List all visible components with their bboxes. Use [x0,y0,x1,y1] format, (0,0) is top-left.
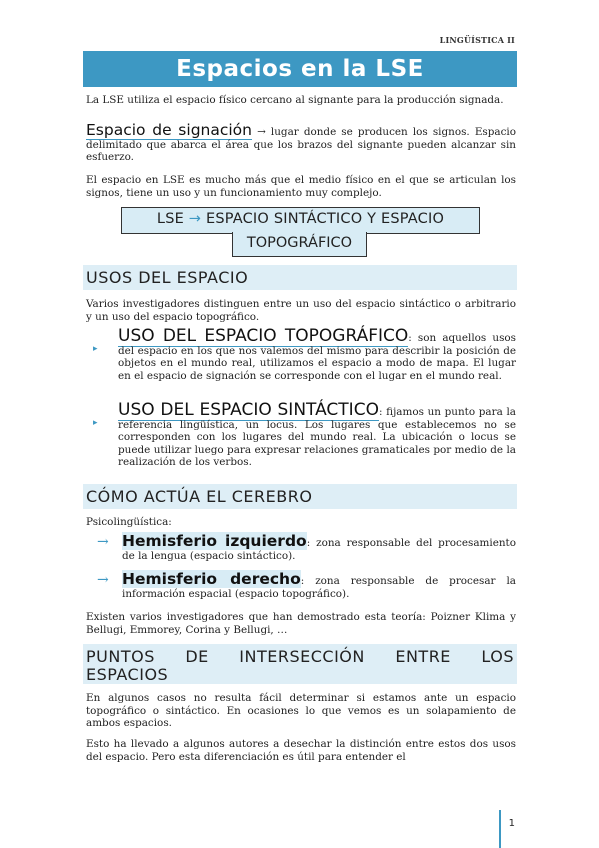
psicolinguistica-label: Psicolingüística: [86,516,172,528]
section-title: USOS DEL ESPACIO [86,268,249,287]
intro-paragraph: La LSE utiliza el espacio físico cercano al signante para la producción signada. [86,94,504,106]
espacio-signacion-def: lugar donde se producen los signos. [270,126,470,138]
lse-label: LSE [156,211,184,227]
usos-intro: Varios investigadores distinguen entre un uso del espacio sintáctico o arbitrario y un uso del espacio topográfico. [86,298,516,323]
uso-topografico-text: son aquellos usos del espacio en los que nos valemos del mismo para describir la posición de objetos en el mundo real, utilizamos el espacio a modo de mapa. El lugar en el espacio de signación se corresponde con el lugar en el mundo real. [118,332,516,382]
uso-topografico-item: USO DEL ESPACIO TOPOGRÁFICO: son aquellos usos del espacio en los que nos valemos del mismo para describir la posición de objetos en el mundo real, utilizamos el espacio a modo de mapa. El lugar en el espacio de signación se corresponde con el lugar en el mundo real. [118,326,516,382]
uso-sintactico-item: USO DEL ESPACIO SINTÁCTICO: fijamos un punto para la referencia lingüística, un locus. Los lugares que establecemos no se corresponden con los lugares del mundo real. La ubicación o locus se puede utilizar luego para expresar relaciones gramaticales por medio de la realización de los verbos. [118,400,516,468]
uso-sintactico-term: USO DEL ESPACIO SINTÁCTICO [118,400,379,420]
espacio-signacion-paragraph [86,121,516,164]
investigadores-paragraph: Existen varios investigadores que han demostrado esta teoría: Poizner Klima y Bellugi, Emmorey, Corina y Bellugi, … [86,611,516,636]
hemisferio-derecho-term: Hemisferio derecho [122,570,301,588]
puntos-paragraph-2: Esto ha llevado a algunos autores a desechar la distinción entre estos dos usos del espacio. Pero esta diferenciación es útil para entender el [86,738,516,763]
bullet-icon: ▸ [93,418,98,428]
lse-heading-text: ESPACIO SINTÁCTICO Y ESPACIO [205,211,445,227]
section-title-line2: ESPACIOS [86,665,169,684]
puntos-paragraph-1: En algunos casos no resulta fácil determinar si estamos ante un espacio topográfico o sintáctico. En ocasiones lo que vemos es un solapamiento de ambos espacios. [86,692,516,729]
espacio-signacion-def-rest: Espacio delimitado que abarca el área que los brazos del signante pueden alcanzar sin esfuerzo. [86,126,516,163]
lse-heading-line2: TOPOGRÁFICO [232,232,367,257]
section-puntos-interseccion [83,644,517,684]
hemisferio-derecho-item: Hemisferio derecho: zona responsable de procesar la información espacial (espacio topográfico). [122,570,516,600]
bullet-icon: ▸ [93,344,98,354]
section-title-line1: PUNTOS DE INTERSECCIÓN ENTRE LOS [86,647,514,666]
uso-topografico-term: USO DEL ESPACIO TOPOGRÁFICO [118,326,409,346]
running-header: LINGÜÍSTICA II [439,35,515,45]
hemisferio-derecho-text: zona responsable de procesar la información espacial (espacio topográfico). [122,575,516,600]
espacio-signacion-term: Espacio de signación [86,121,252,139]
section-title: CÓMO ACTÚA EL CEREBRO [86,487,313,506]
page-number: 1 [508,818,515,829]
hemisferio-izquierdo-term: Hemisferio izquierdo [122,532,307,550]
arrow-icon: → [257,126,266,138]
page-number-rule [499,810,501,848]
hemisferio-izquierdo-item: Hemisferio izquierdo: zona responsable del procesamiento de la lengua (espacio sintáctico). [122,532,516,562]
hemisferio-izquierdo-text: zona responsable del procesamiento de la lengua (espacio sintáctico). [122,537,516,562]
arrow-icon: → [97,534,109,550]
medio-paragraph: El espacio en LSE es mucho más que el medio físico en el que se articulan los signos, tiene un uso y un funcionamiento muy complejo. [86,174,516,199]
uso-sintactico-text: fijamos un punto para la referencia lingüística, un locus. Los lugares que establecemos no se corresponden con los lugares del mundo real. La ubicación o locus se puede utilizar luego para expresar relaciones gramaticales por medio de la realización de los verbos. [118,406,516,468]
lse-heading-line1 [121,207,480,234]
section-como-actua-el-cerebro [83,484,517,509]
arrow-icon: → [97,572,109,588]
section-usos-del-espacio [83,265,517,290]
page-title: Espacios en la LSE [83,51,517,87]
arrow-icon: → [188,211,202,227]
